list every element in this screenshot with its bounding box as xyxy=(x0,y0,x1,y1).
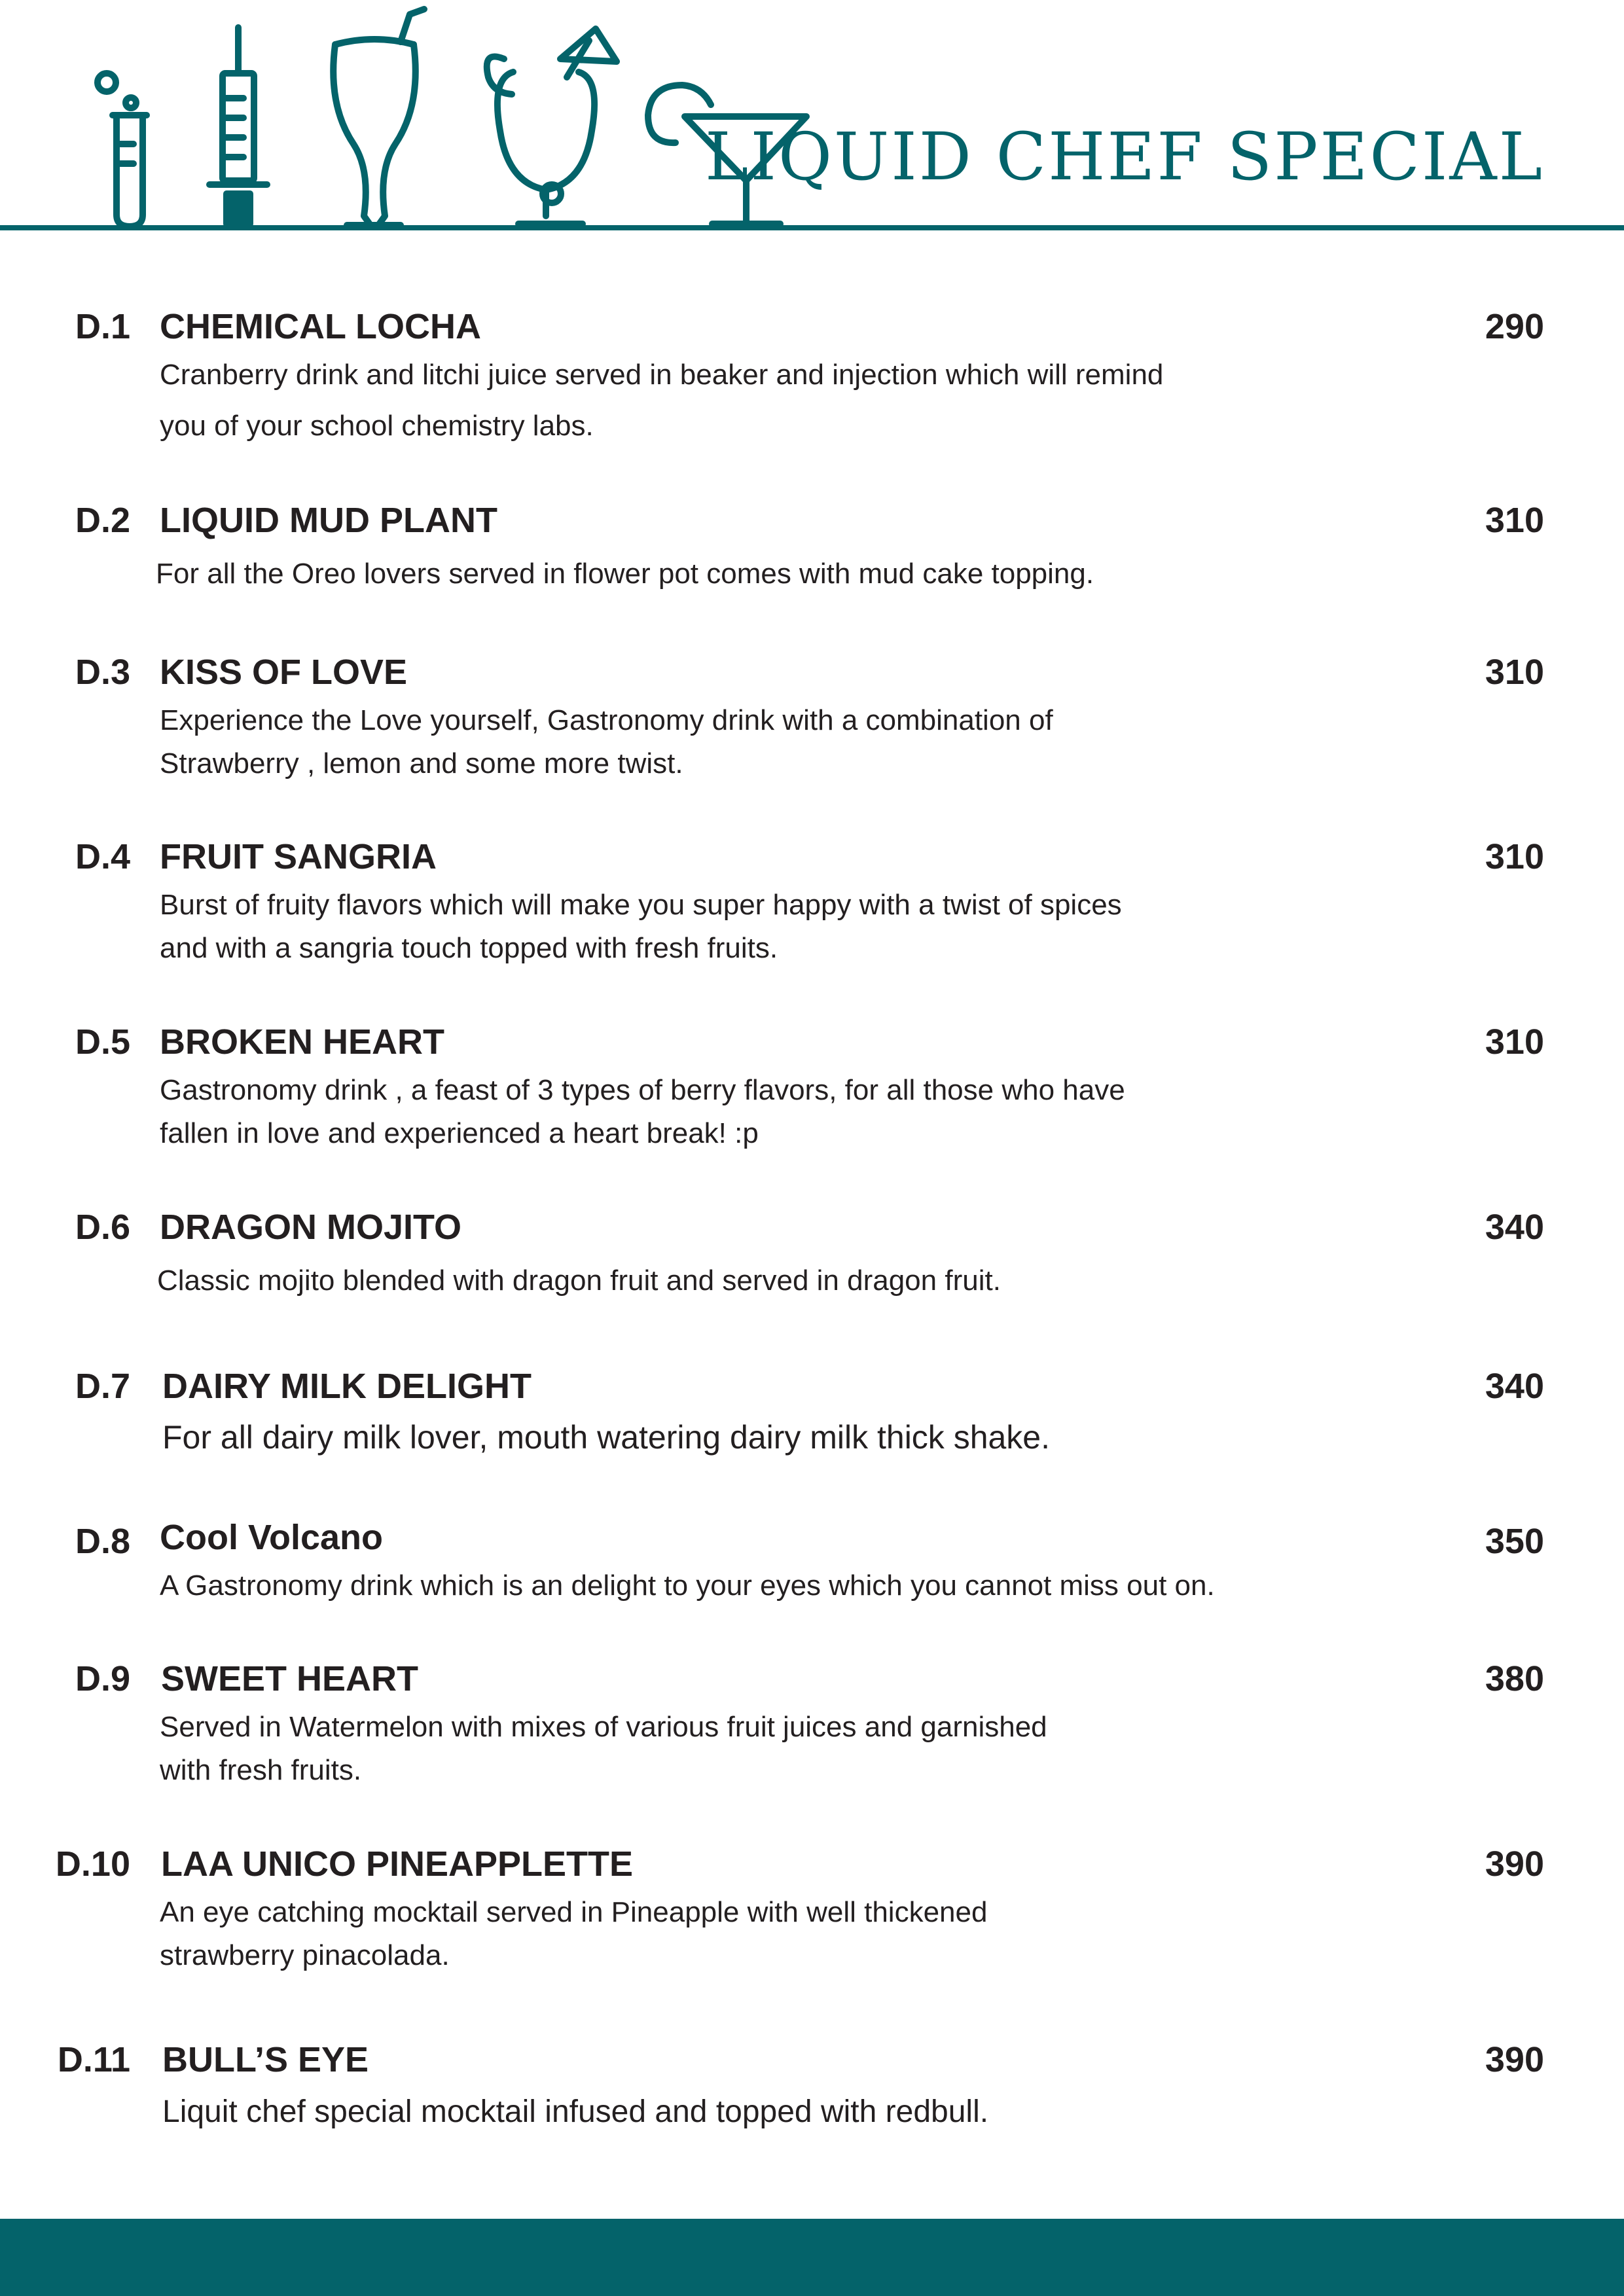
syringe-icon xyxy=(209,27,267,224)
item-code: D.5 xyxy=(75,1022,130,1062)
item-price: 390 xyxy=(1485,1844,1544,1884)
item-description-line: fallen in love and experienced a heart break! :p xyxy=(160,1117,759,1149)
item-code: D.6 xyxy=(75,1208,130,1247)
item-code: D.2 xyxy=(75,501,130,540)
drink-icons xyxy=(0,0,851,236)
cocktail-glass-icon xyxy=(487,29,617,224)
page-title: LIQUID CHEF SPECIAL xyxy=(705,118,1544,195)
item-description-line: Liquit chef special mocktail infused and topped with redbull. xyxy=(162,2094,989,2129)
item-description xyxy=(156,552,1399,596)
item-description-line: Served in Watermelon with mixes of various fruit juices and garnished xyxy=(160,1711,1047,1743)
item-name: DRAGON MOJITO xyxy=(160,1208,462,1247)
item-description-line: strawberry pinacolada. xyxy=(160,1939,450,1971)
item-description xyxy=(157,1259,1401,1302)
item-price: 350 xyxy=(1485,1522,1544,1561)
item-description-line: Burst of fruity flavors which will make you super happy with a twist of spices xyxy=(160,889,1122,921)
item-code: D.10 xyxy=(55,1844,130,1884)
item-description xyxy=(160,1891,1403,1977)
header xyxy=(0,0,1624,236)
item-price: 310 xyxy=(1485,501,1544,540)
item-name: BULL’S EYE xyxy=(162,2040,369,2079)
item-price: 310 xyxy=(1485,1022,1544,1062)
item-description xyxy=(160,350,1403,452)
item-code: D.9 xyxy=(75,1659,130,1698)
item-name: Cool Volcano xyxy=(160,1518,384,1557)
item-code: D.7 xyxy=(75,1367,130,1406)
item-price: 390 xyxy=(1485,2040,1544,2079)
item-code: D.1 xyxy=(75,307,130,346)
item-description-line: An eye catching mocktail served in Pineapple with well thickened xyxy=(160,1896,988,1928)
item-description-line: Cranberry drink and litchi juice served in beaker and injection which will remind xyxy=(160,359,1164,391)
item-name: DAIRY MILK DELIGHT xyxy=(162,1367,532,1406)
item-description-line: you of your school chemistry labs. xyxy=(160,410,594,442)
item-price: 340 xyxy=(1485,1208,1544,1247)
item-description xyxy=(160,1564,1403,1607)
item-description-line: Experience the Love yourself, Gastronomy drink with a combination of xyxy=(160,704,1053,736)
item-code: D.3 xyxy=(75,653,130,692)
tall-glass-icon xyxy=(333,9,424,225)
item-price: 380 xyxy=(1485,1659,1544,1698)
item-description xyxy=(160,699,1403,785)
item-description xyxy=(160,1706,1403,1792)
footer-band xyxy=(0,2219,1624,2296)
item-description xyxy=(162,2090,1406,2134)
item-price: 310 xyxy=(1485,653,1544,692)
item-price: 290 xyxy=(1485,307,1544,346)
item-code: D.11 xyxy=(57,2040,130,2079)
item-description-line: Gastronomy drink , a feast of 3 types of berry flavors, for all those who have xyxy=(160,1074,1125,1106)
item-price: 310 xyxy=(1485,837,1544,876)
test-tube-icon xyxy=(98,73,147,226)
item-description xyxy=(162,1416,1406,1459)
item-description-line: Classic mojito blended with dragon fruit and served in dragon fruit. xyxy=(157,1265,1001,1297)
header-divider xyxy=(0,225,1624,230)
item-description-line: and with a sangria touch topped with fresh fruits. xyxy=(160,932,778,964)
item-name: LAA UNICO PINEAPPLETTE xyxy=(161,1844,634,1884)
item-name: CHEMICAL LOCHA xyxy=(160,307,481,346)
item-name: SWEET HEART xyxy=(161,1659,419,1698)
item-name: BROKEN HEART xyxy=(160,1022,445,1062)
item-description-line: with fresh fruits. xyxy=(160,1754,362,1786)
item-name: KISS OF LOVE xyxy=(160,653,408,692)
item-description xyxy=(160,1069,1403,1155)
item-code: D.8 xyxy=(75,1522,130,1561)
item-description xyxy=(160,884,1403,970)
item-description-line: A Gastronomy drink which is an delight to your eyes which you cannot miss out on. xyxy=(160,1570,1215,1602)
item-description-line: For all dairy milk lover, mouth watering dairy milk thick shake. xyxy=(162,1419,1051,1456)
item-price: 340 xyxy=(1485,1367,1544,1406)
item-name: LIQUID MUD PLANT xyxy=(160,501,497,540)
item-description-line: For all the Oreo lovers served in flower pot comes with mud cake topping. xyxy=(156,558,1094,590)
item-description-line: Strawberry , lemon and some more twist. xyxy=(160,747,683,780)
item-name: FRUIT SANGRIA xyxy=(160,837,437,876)
item-code: D.4 xyxy=(75,837,130,876)
